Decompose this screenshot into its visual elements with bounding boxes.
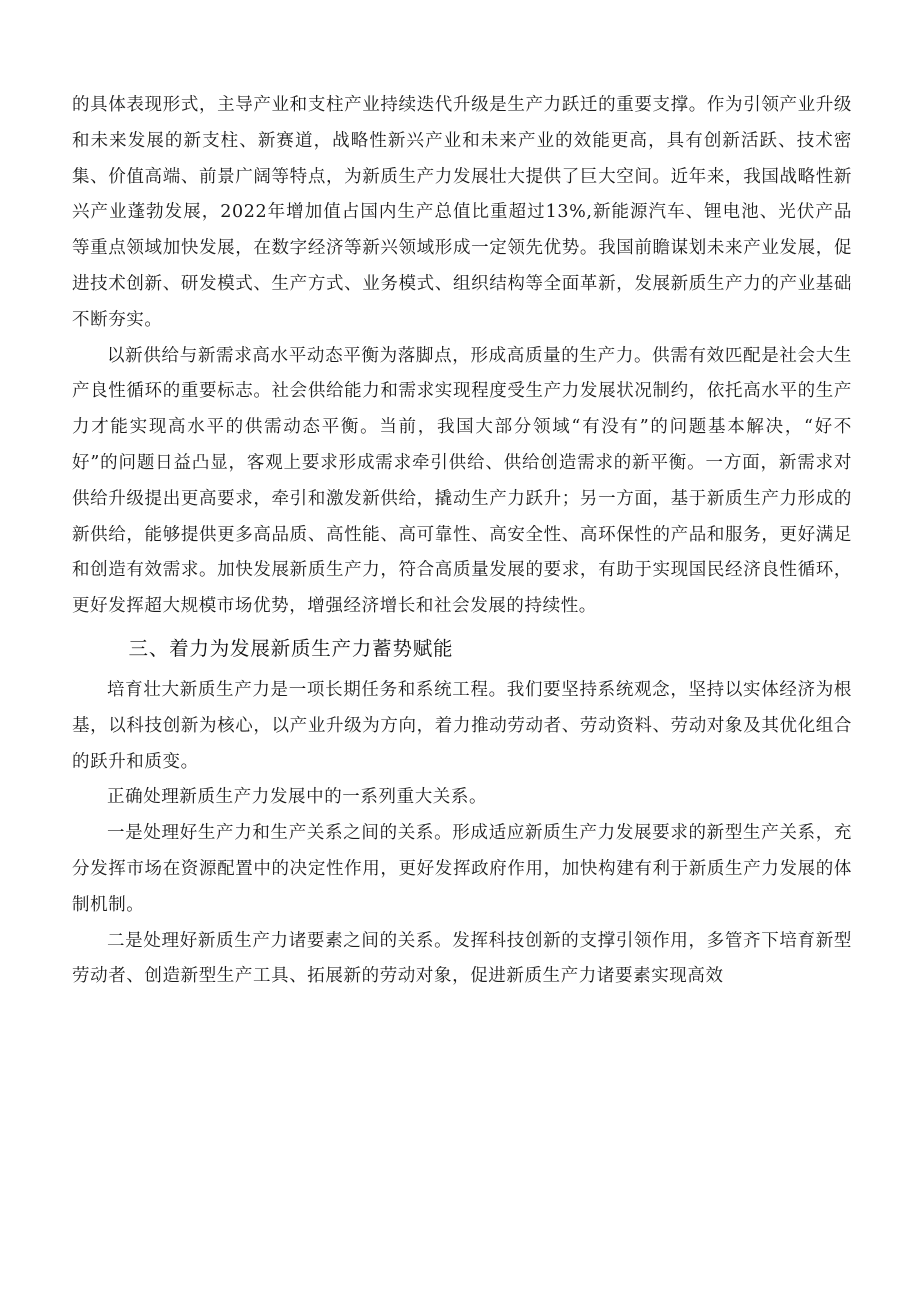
paragraph-relations: 正确处理新质生产力发展中的一系列重大关系。: [107, 787, 488, 808]
paragraph-cultivate: 培育壮大新质生产力是一项长期任务和系统工程。我们要坚持系统观念，坚持以实体经济为根基，以科技创新为核心，以产业升级为方向，着力推动劳动者、劳动资料、劳动对象及其优化组合的跃升和质变。: [72, 679, 852, 772]
paragraph-supply-demand: 以新供给与新需求高水平动态平衡为落脚点，形成高质量的生产力。供需有效匹配是社会大生产良性循环的重要标志。社会供给能力和需求实现程度受生产力发展状况制约，依托高水平的生产力才能实现高水平的供需动态平衡。当前，我国大部分领域“有没有”的问题基本解决，“好不好”的问题日益凸显，客观上要求形成需求牵引供给、供给创造需求的新平衡。一方面，新需求对供给升级提出更高要求，牵引和激发新供给，撬动生产力跃升；另一方面，基于新质生产力形成的新供给，能够提供更多高品质、高性能、高可靠性、高安全性、高环保性的产品和服务，更好满足和创造有效需求。加快发展新质生产力，符合高质量发展的要求，有助于实现国民经济良性循环，更好发挥超大规模市场优势，增强经济增长和社会发展的持续性。: [72, 345, 852, 617]
paragraph-point-two: 二是处理好新质生产力诸要素之间的关系。发挥科技创新的支撑引领作用，多管齐下培育新型劳动者、创造新型生产工具、拓展新的劳动对象，促进新质生产力诸要素实现高效: [72, 930, 852, 987]
document-page: [72, 88, 852, 995]
paragraph-point-one: 一是处理好生产力和生产关系之间的关系。形成适应新质生产力发展要求的新型生产关系，充分发挥市场在资源配置中的决定性作用，更好发挥政府作用，加快构建有利于新质生产力发展的体制机制。: [72, 823, 852, 915]
section-heading: 三、着力为发展新质生产力蓄势赋能: [128, 636, 454, 660]
paragraph-continuation: 的具体表现形式，主导产业和支柱产业持续迭代升级是生产力跃迁的重要支撑。作为引领产业升级和未来发展的新支柱、新赛道，战略性新兴产业和未来产业的效能更高，具有创新活跃、技术密集、价值高端、前景广阔等特点，为新质生产力发展壮大提供了巨大空间。近年来，我国战略性新兴产业蓬勃发展，2022年增加值占国内生产总值比重超过13%,新能源汽车、锂电池、光伏产品等重点领域加快发展，在数字经济等新兴领域形成一定领先优势。我国前瞻谋划未来产业发展，促进技术创新、研发模式、生产方式、业务模式、组织结构等全面革新，发展新质生产力的产业基础不断夯实。: [72, 95, 852, 330]
